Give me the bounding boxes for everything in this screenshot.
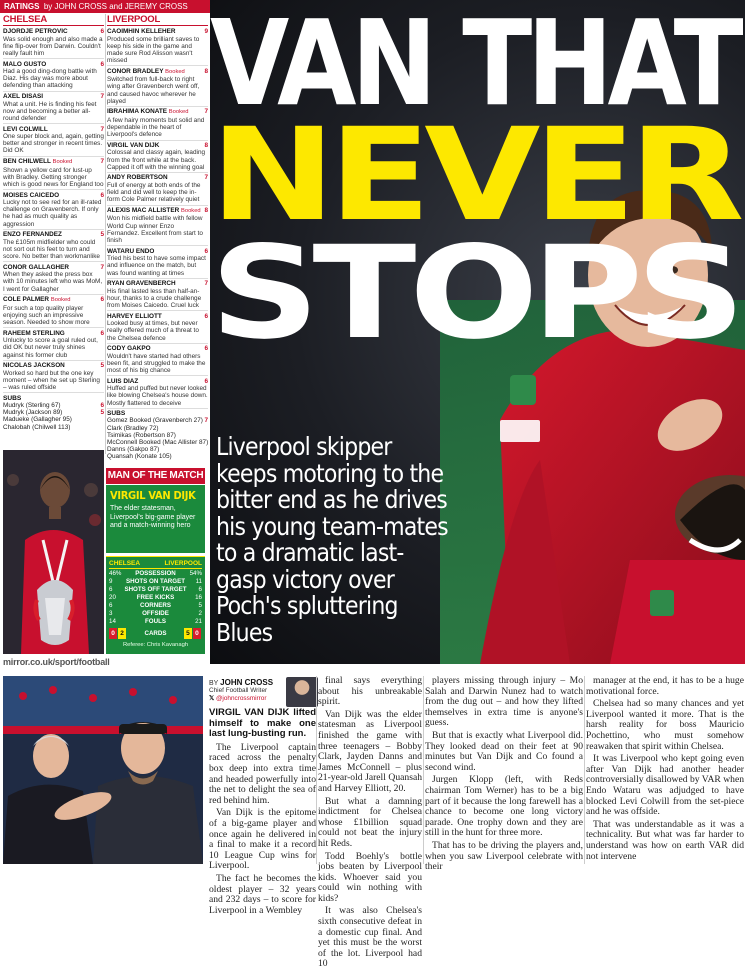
column-rule-3 (584, 676, 585, 864)
player-rating-score: 7 (204, 174, 208, 182)
player-name-row (3, 362, 104, 370)
article-paragraph: final says everything about his unbreakable spirit. (318, 675, 422, 708)
player-description: One super block and, again, getting better and stronger in recent times. Did OK (3, 133, 104, 155)
player-name-row (3, 296, 104, 305)
chelsea-subs-list (3, 402, 104, 431)
player-name-row (3, 158, 104, 167)
player-rating (3, 93, 104, 124)
player-rating (3, 28, 104, 59)
stat-home-value: 46% (109, 570, 122, 577)
player-name: AXEL DISASI (3, 93, 44, 100)
headline-line-3: STOPS (210, 219, 739, 368)
article-lead: VIRGIL VAN DIJK lifted himself to make one last lung-busting run. (209, 707, 316, 740)
player-description: Lucky not to see red for an ill-rated challenge on Gravenberch. If only he had as much quality as aggression (3, 199, 102, 228)
byline-name: JOHN CROSS (220, 678, 274, 687)
article-paragraph: Jurgen Klopp (left, with Reds chairman Tom Werner) has to be a big part of it because the long farewell has a chance to become one long victory parade. One trophy down and they are still in the hunt for three more. (425, 774, 583, 839)
home-yellow-card-count: 2 (118, 628, 126, 639)
substitute-name: Madueke (Gallagher 95) (3, 416, 72, 424)
player-rating (3, 330, 104, 361)
stat-home-value: 14 (109, 618, 116, 625)
player-description: What a unit. He is finding his feet now and becoming a better all-round defender (3, 100, 97, 122)
player-booked-tag: Booked (165, 68, 185, 75)
man-of-the-match-panel (106, 485, 205, 553)
player-name-row (107, 378, 208, 386)
player-description: Produced some brilliant saves to keep his side in the game and made sure Rod Alisson wasn't missed (107, 35, 200, 65)
player-name: DJORDJE PETROVIC (3, 28, 68, 35)
player-name-row (3, 61, 104, 69)
substitute-row (107, 453, 208, 460)
substitute-row (3, 409, 104, 416)
substitute-row (107, 446, 208, 453)
author-mugshot (286, 677, 318, 707)
stat-row (109, 586, 202, 594)
player-booked-tag: Booked (52, 159, 73, 165)
headline-line-1: VAN THAT (210, 0, 739, 132)
player-name-wrap (3, 28, 68, 36)
player-rating-score: 7 (100, 125, 104, 133)
player-name-wrap (3, 126, 48, 134)
player-description: Switched from full-back to right wing after Gravenberch went off, and caused havoc wherever he played (107, 76, 200, 105)
player-rating (107, 248, 208, 279)
stat-row (109, 618, 202, 626)
column-divider (105, 14, 106, 454)
player-name-wrap (3, 61, 46, 69)
player-description: Wouldn't have started had others been fit, and struggled to make the most of his big chance (107, 352, 206, 375)
player-name: LUIS DIAZ (107, 377, 139, 385)
player-name-wrap (3, 362, 65, 370)
standfirst: Liverpool skipper keeps motoring to the bitter end as he drives his young team-mates to a dramatic last-gasp victory over Poch's spluttering Blues (216, 432, 448, 647)
player-rating (107, 174, 208, 205)
klopp-photo-illustration (3, 676, 203, 864)
player-rating-score: 6 (100, 28, 104, 35)
liverpool-team-heading: LIVERPOOL (107, 14, 208, 26)
player-rating (107, 280, 208, 311)
stat-label: FOULS (145, 618, 166, 625)
substitute-name: McConnell Booked (Mac Allister 87) (107, 438, 209, 446)
stat-row (109, 610, 202, 618)
player-name-wrap (3, 264, 69, 272)
player-rating-score: 6 (204, 377, 208, 385)
article-paragraph: The fact he becomes the oldest player – 32 years and 232 days – to score for Liverpool in a Wembley (209, 872, 316, 916)
column-rule-1 (316, 676, 317, 864)
article-column-1 (209, 707, 316, 916)
player-name: CAOIMHIN KELLEHER (107, 28, 176, 35)
article-column-2 (318, 675, 422, 970)
chelsea-subs-heading: SUBS (3, 394, 22, 402)
player-name-row (107, 28, 208, 36)
hero-photo (210, 0, 745, 664)
stat-away-value: 16 (195, 594, 202, 601)
player-name-row (107, 142, 208, 150)
substitute-row (107, 439, 208, 446)
player-rating (107, 68, 208, 107)
away-yellow-card-count: 5 (184, 628, 192, 639)
article-column-4 (586, 676, 744, 864)
player-name: NICOLAS JACKSON (3, 362, 65, 370)
stat-home-value: 6 (109, 586, 113, 593)
player-name-row (107, 108, 208, 117)
stat-home-value: 3 (109, 610, 113, 617)
article-column-1-paragraphs (209, 743, 316, 917)
article-paragraph: manager at the end, it has to be a huge motivational force. (586, 675, 744, 697)
player-name-wrap (107, 207, 201, 216)
article-column-4-paragraphs (586, 676, 744, 862)
van-dijk-photo-illustration (3, 450, 104, 654)
player-name-row (3, 126, 104, 134)
stat-away-value: 11 (195, 578, 202, 585)
player-description: When they asked the press box with 10 minutes left who was MoM, I went for Gallagher (3, 271, 103, 293)
stats-header (109, 560, 202, 569)
player-name: MALO GUSTO (3, 60, 47, 68)
player-name: COLE PALMER (3, 296, 50, 304)
player-rating-score: 7 (204, 108, 208, 116)
player-rating-score: 9 (204, 28, 208, 35)
substitute-row (107, 425, 208, 432)
player-name-wrap (3, 231, 62, 239)
byline-by: BY (209, 680, 219, 687)
liverpool-subs-heading: SUBS (107, 410, 126, 418)
home-red-card-count: 0 (109, 628, 117, 639)
player-rating (107, 207, 208, 246)
player-name-row (3, 28, 104, 36)
player-name: CONOR GALLAGHER (3, 263, 70, 271)
player-rating-score: 6 (100, 60, 104, 68)
stat-row (109, 570, 202, 578)
article-paragraph: Chelsea had so many chances and yet Liverpool wanted it more. That is the harsh reality for boss Mauricio Pochettino, who must somehow reawaken that spirit within Chelsea. (586, 698, 744, 752)
player-rating-score: 6 (204, 345, 208, 353)
player-rating (107, 378, 208, 409)
man-of-the-match-name: VIRGIL VAN DIJK (110, 489, 196, 502)
player-name-wrap (107, 248, 154, 256)
stats-home-team: CHELSEA (109, 560, 141, 567)
substitute-name: Mudryk (Jackson 89) (3, 409, 63, 417)
player-rating-score: 7 (100, 93, 104, 100)
cards-row (109, 628, 202, 639)
stat-label: POSSESSION (135, 570, 176, 577)
substitute-rating: 5 (100, 409, 104, 417)
stat-label: SHOTS OFF TARGET (124, 586, 187, 593)
article-paragraph: Van Dijk is the epitome of a big-game player and once again he delivered in a final to make it a record 10 League Cup wins for Liverpool. (209, 807, 316, 872)
away-red-card-count: 0 (193, 628, 201, 639)
substitute-rating: 7 (204, 417, 208, 425)
player-name-row (107, 174, 208, 182)
player-description: A few hairy moments but solid and dependable in the heart of Liverpool's defence (107, 116, 205, 139)
byline-twitter-handle: @johncrossmirror (215, 695, 267, 702)
player-rating (3, 362, 104, 393)
stat-row (109, 578, 202, 586)
player-name-row (107, 207, 208, 216)
player-name-row (3, 231, 104, 239)
player-description: Full of energy at both ends of the field and did well to keep the in-form Cole Palmer relatively quiet (107, 181, 201, 204)
ratings-bar (0, 0, 210, 13)
player-rating-score: 6 (100, 296, 104, 304)
player-name-wrap (107, 313, 162, 321)
player-rating-score: 7 (100, 263, 104, 271)
player-name-row (3, 192, 104, 200)
player-rating-score: 5 (100, 362, 104, 370)
substitute-row (3, 402, 104, 409)
player-name-wrap (3, 158, 72, 167)
player-description: Worked so hard but the one key moment – when he set up Sterling – was ruled offside (3, 369, 100, 392)
stat-home-value: 6 (109, 602, 113, 609)
klopp-werner-photo (3, 676, 203, 864)
away-cards (184, 628, 202, 639)
player-description: His final lasted less than half-an-hour, thanks to a crude challenge from Moises Caicedo. Cruel luck (107, 287, 202, 310)
stat-home-value: 9 (109, 578, 113, 585)
player-name: CONOR BRADLEY (107, 67, 164, 75)
liverpool-subs-list (107, 417, 208, 460)
article-paragraph: That was understandable as it was a technicality. But what was far harder to understand was how on earth VAR did not intervene (586, 818, 744, 862)
article-paragraph: Todd Boehly's bottle jobs beaten by Liverpool kids. Whoever said you could win nothing with kids? (318, 850, 422, 904)
player-name-wrap (107, 345, 151, 353)
player-description: For such a top quality player enjoying such an impressive season. Needed to show more (3, 304, 90, 327)
stat-away-value: 6 (198, 586, 202, 593)
stat-away-value: 2 (198, 610, 202, 617)
player-booked-tag: Booked (50, 297, 71, 304)
stat-row (109, 594, 202, 602)
player-rating-score: 5 (100, 231, 104, 239)
article-paragraph: It was also Chelsea's sixth consecutive defeat in a domestic cup final. And yet this must be the worst of the lot. Liverpool had 10 (318, 905, 422, 970)
liverpool-ratings-column (107, 14, 208, 476)
substitute-rating: 6 (100, 401, 104, 409)
article-column-3 (425, 675, 583, 873)
player-name: BEN CHILWELL (3, 158, 51, 165)
player-description: Huffed and puffed but never looked like blowing Chelsea's house down. Mostly flattered to deceive (107, 385, 208, 407)
van-dijk-trophy-photo (3, 450, 104, 654)
player-rating (3, 61, 104, 92)
player-booked-tag: Booked (168, 109, 189, 116)
player-name-wrap (107, 174, 168, 182)
article-paragraph: Van Dijk was the elder statesman as Liverpool finished the game with three teenagers – Bobby Clark, Jayden Danns and James McConnell – plus 21-year-old Jarell Quansah and Harvey Elliott, 20. (318, 708, 422, 794)
player-name: ANDY ROBERTSON (107, 174, 168, 182)
player-name-row (107, 345, 208, 353)
stat-label: SHOTS ON TARGET (125, 578, 185, 585)
player-rating (3, 231, 104, 262)
player-name-row (107, 68, 208, 77)
player-rating (3, 158, 104, 190)
player-name: RYAN GRAVENBERCH (107, 280, 176, 288)
substitute-row (3, 416, 104, 423)
stat-away-value: 21 (195, 618, 202, 625)
byline-role: Chief Football Writer (209, 687, 268, 694)
ratings-byline: by JOHN CROSS and JEREMY CROSS (43, 2, 188, 11)
player-description: Tried his best to have some impact and influence on the match, but was found wanting at times (107, 255, 206, 277)
player-rating-score: 7 (204, 280, 208, 288)
stats-rows (109, 570, 202, 626)
player-name-wrap (3, 93, 43, 101)
headline-line-2: NEVER (210, 101, 738, 250)
player-rating-score: 8 (204, 67, 208, 75)
player-rating-score: 6 (100, 191, 104, 199)
player-rating-score: 6 (204, 312, 208, 320)
player-description: Looked busy at times, but never really offered much of a threat to the Chelsea defence (107, 320, 199, 342)
stat-home-value: 20 (109, 594, 116, 601)
substitute-name: Danns (Gakpo 87) (107, 446, 160, 454)
player-name-row (107, 248, 208, 256)
stat-label: OFFSIDE (142, 610, 169, 617)
player-rating (107, 28, 208, 66)
player-name-wrap (107, 378, 138, 386)
player-rating (107, 108, 208, 140)
player-description: Colossal and classy again, leading from the front while at the back. Capped it off with the winning goal (107, 149, 206, 171)
substitute-name: Mudryk (Sterling 67) (3, 401, 61, 409)
stat-label: CORNERS (140, 602, 171, 609)
player-description: The £105m midfielder who could not sort out his feet to turn and score. No better than workmanlike (3, 238, 100, 261)
player-description: Won his midfield battle with fellow World Cup winner Enzo Fernandez. Excellent from start to finish (107, 215, 203, 245)
column-rule-2 (423, 676, 424, 864)
article-paragraph: But what a damning indictment for Chelsea whose £1billion squad could not beat the injury hit Reds. (318, 795, 422, 849)
player-rating-score: 6 (100, 329, 104, 337)
match-stats-panel (106, 556, 205, 654)
player-name-wrap (107, 108, 188, 117)
player-description: Had a good ding-dong battle with Diaz. His day was more about defending than attacking (3, 68, 97, 90)
player-rating (107, 142, 208, 173)
stats-away-team: LIVERPOOL (164, 560, 202, 567)
substitute-row (107, 417, 208, 424)
player-name-wrap (3, 330, 65, 338)
cards-label: CARDS (144, 629, 167, 637)
article-paragraph: That has to be driving the players and, when you saw Liverpool celebrate with their (425, 839, 583, 873)
man-of-the-match-description: The elder statesman, Liverpool's big-game player and a match-winning hero (110, 505, 196, 530)
player-name-row (3, 264, 104, 272)
player-name-wrap (107, 142, 159, 150)
article-paragraph: players missing through injury – Mo Salah and Darwin Nunez had to watch from the dug out – and how they lifted themselves in extra time is anyone's guess. (425, 675, 583, 729)
player-name: RAHEEM STERLING (3, 329, 65, 337)
substitute-name: Tsimikas (Robertson 87) (107, 431, 176, 439)
player-name-wrap (107, 280, 176, 288)
player-name: MOISES CAICEDO (3, 191, 60, 199)
player-booked-tag: Booked (180, 207, 201, 214)
substitute-name: Quansah (Konate 105) (107, 453, 172, 461)
article-column-2-paragraphs (318, 676, 422, 970)
player-description: Unlucky to score a goal ruled out, did OK but never truly shines against his former club (3, 337, 98, 359)
player-name-row (107, 280, 208, 288)
player-name: LEVI COLWILL (3, 125, 48, 133)
player-name-wrap (107, 68, 185, 77)
chelsea-ratings-column (3, 14, 104, 448)
player-name: ALEXIS MAC ALLISTER (107, 206, 180, 214)
article-paragraph: It was Liverpool who kept going even after Van Dijk had another header controversially disallowed by VAR when Endo Wataru was adjudged to have blocked Levi Colwill from the set-piece and he was offside. (586, 753, 744, 818)
home-cards (109, 628, 127, 639)
stat-away-value: 54% (189, 570, 202, 577)
player-rating-score: 7 (100, 158, 104, 165)
ratings-title: RATINGS (4, 2, 40, 11)
player-name-row (107, 313, 208, 321)
article-paragraph: But that is exactly what Liverpool did. They looked dead on their feet at 90 minutes but Van Dijk and Co found a second wind. (425, 729, 583, 773)
man-of-the-match-label: MAN OF THE MATCH (106, 468, 205, 484)
player-name: ENZO FERNANDEZ (3, 231, 62, 239)
player-rating-score: 8 (204, 141, 208, 149)
player-rating-score: 6 (204, 247, 208, 255)
player-description: Was solid enough and also made a fine flip-over from Darwin. Couldn't really fault him (3, 35, 103, 57)
liverpool-player-list (107, 28, 208, 409)
player-name-wrap (3, 296, 71, 305)
player-rating (107, 313, 208, 344)
substitute-name: Chalobah (Chilwell 113) (3, 423, 71, 431)
article-paragraph: The Liverpool captain raced across the penalty box deep into extra time and headed powerfully into the net to delight the sea of red behind him. (209, 741, 316, 806)
player-rating (3, 264, 104, 295)
player-name-row (3, 93, 104, 101)
substitute-name: Gomez Booked (Gravenberch 27) (107, 417, 203, 425)
referee: Referee: Chris Kavanagh (122, 642, 189, 648)
substitute-row (107, 432, 208, 439)
stat-label: FREE KICKS (136, 594, 175, 601)
player-name-row (3, 330, 104, 338)
player-name: WATARU ENDO (107, 247, 155, 255)
player-rating (3, 126, 104, 157)
player-name-wrap (3, 192, 59, 200)
substitute-name: Clark (Bradley 72) (107, 424, 159, 432)
player-name: IBRAHIMA KONATE (107, 108, 167, 116)
stat-row (109, 602, 202, 610)
player-rating (107, 345, 208, 376)
player-name: HARVEY ELLIOTT (107, 312, 162, 320)
substitute-row (3, 424, 104, 431)
article-column-3-paragraphs (425, 676, 583, 873)
player-name: CODY GAKPO (107, 345, 151, 353)
player-name: VIRGIL VAN DIJK (107, 141, 160, 149)
player-rating (3, 192, 104, 230)
chelsea-team-heading: CHELSEA (3, 14, 104, 26)
mirror-football-url: mirror.co.uk/sport/football (3, 657, 110, 667)
x-logo-icon: 𝕏 (209, 695, 215, 702)
player-description: Shown a yellow card for lust-up with Bradley. Getting stronger which is good news for England too (3, 166, 104, 188)
stat-away-value: 5 (198, 602, 202, 609)
player-rating (3, 296, 104, 328)
chelsea-player-list (3, 28, 104, 393)
player-rating-score: 8 (204, 206, 208, 214)
player-name-wrap (107, 28, 176, 36)
